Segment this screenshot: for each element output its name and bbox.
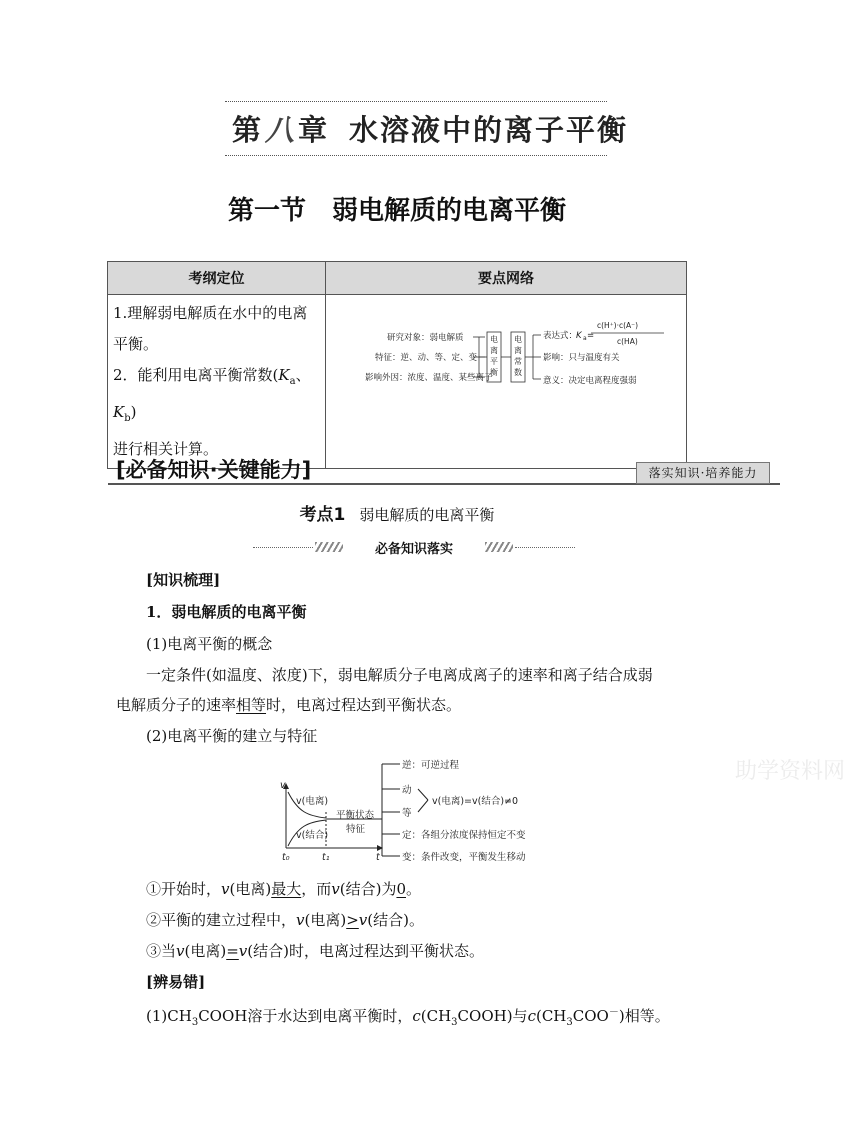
watermark-text: 助学资料网 xyxy=(735,759,845,784)
formula-numerator: c(H⁺)·c(A⁻) xyxy=(597,321,639,330)
feature-3: 等 xyxy=(402,808,412,819)
svg-text:a: a xyxy=(583,335,587,342)
feature-5: 变：条件改变，平衡发生移动 xyxy=(402,852,526,863)
box2-char-1: 电 xyxy=(514,335,522,344)
section-banner-title: [必备知识·关键能力] xyxy=(116,458,312,482)
chapter-prefix: 第 xyxy=(232,113,264,147)
net-left-2: 特征：逆、动、等、定、变 xyxy=(375,353,478,363)
requirements-cell xyxy=(108,295,326,469)
box1-char-4: 衡 xyxy=(490,368,498,377)
box1-char-2: 离 xyxy=(490,346,498,355)
paragraph-1-line-2: 电解质分子的速率相等时，电离过程达到平衡状态。 xyxy=(116,696,462,714)
chapter-title: 水溶液中的离子平衡 xyxy=(349,113,629,147)
center-label-1: 平衡状态 xyxy=(336,810,375,821)
header-syllabus: 考纲定位 xyxy=(108,262,326,295)
divider-title: 必备知识落实 xyxy=(374,542,453,557)
svg-text:=: = xyxy=(587,331,595,341)
net-right-1: 表达式： xyxy=(543,331,578,341)
feature-1: 逆：可逆过程 xyxy=(402,760,460,771)
t1-label: t₁ xyxy=(322,852,330,863)
topic-heading xyxy=(0,500,794,525)
key-points-network xyxy=(327,296,685,422)
paragraph-1-line-1: 一定条件(如温度、浓度)下，弱电解质分子电离成离子的速率和离子结合成弱 xyxy=(146,666,653,684)
topic-label: 考点1 xyxy=(299,505,346,525)
item-3: ③当v(电离)=v(结合)时，电离过程达到平衡状态。 xyxy=(146,942,484,960)
formula-denominator: c(HA) xyxy=(617,337,638,346)
requirement-2-line-2: 进行相关计算。 xyxy=(113,440,219,458)
divider-knowledge xyxy=(253,538,575,558)
section-heading xyxy=(0,190,794,227)
chapter-bottom-rule xyxy=(225,155,607,156)
curve-ionize-label: v(电离) xyxy=(296,796,329,807)
topic-title: 弱电解质的电离平衡 xyxy=(359,506,495,524)
heading-1-2: (2)电离平衡的建立与特征 xyxy=(146,727,318,745)
network-cell xyxy=(326,295,687,469)
requirement-1-line-1: 1.理解弱电解质在水中的电离 xyxy=(113,304,308,322)
header-network: 要点网络 xyxy=(326,262,687,295)
box2-char-4: 数 xyxy=(514,368,522,377)
net-left-3: 影响外因：浓度、温度、某些离子 xyxy=(365,373,493,383)
chapter-heading xyxy=(232,108,628,149)
banner-tag: 落实知识·培养能力 xyxy=(636,462,770,484)
equilibrium-diagram xyxy=(278,752,578,870)
heading-1-1: (1)电离平衡的概念 xyxy=(146,635,273,653)
hatch-right-icon xyxy=(485,542,513,552)
requirement-1-line-2: 平衡。 xyxy=(113,335,159,353)
feature-4: 定：各组分浓度保持恒定不变 xyxy=(402,830,526,841)
t0-label: t₀ xyxy=(282,852,290,863)
svg-text:K: K xyxy=(576,331,582,341)
outline-table xyxy=(107,261,687,469)
section-title: 弱电解质的电离平衡 xyxy=(332,196,567,226)
feature-2: 动 xyxy=(402,785,412,796)
chapter-number: 八 xyxy=(265,113,297,147)
requirement-2-line-1: 2．能利用电离平衡常数($K_a$、$K_b$) xyxy=(113,366,311,424)
axis-v-label: v xyxy=(280,780,286,791)
section-number: 第一节 xyxy=(227,196,306,226)
net-right-2: 影响：只与温度有关 xyxy=(543,353,620,363)
error-item-1: $(1)CH_3COOH$溶于水达到电离平衡时，$c(CH_3COOH)$与$c(CH_3COO^-)$相等。 xyxy=(146,1007,670,1028)
curve-combine-label: v(结合) xyxy=(296,830,329,841)
chapter-top-rule xyxy=(225,101,607,102)
net-left-1: 研究对象：弱电解质 xyxy=(387,333,464,343)
net-right-3: 意义：决定电离程度强弱 xyxy=(543,376,637,386)
item-1: ①开始时，v(电离)最大，而v(结合)为0。 xyxy=(146,880,422,898)
box1-char-1: 电 xyxy=(490,335,498,344)
item-2: ②平衡的建立过程中，v(电离)>v(结合)。 xyxy=(146,911,424,929)
box2-char-3: 常 xyxy=(514,357,522,366)
center-label-2: 特征 xyxy=(346,824,366,835)
equal-condition: v(电离)=v(结合)≠0 xyxy=(432,796,519,807)
axis-t-label: t xyxy=(376,852,380,863)
heading-1: 1．弱电解质的电离平衡 xyxy=(146,603,307,621)
tag-common-errors: [辨易错] xyxy=(146,973,206,991)
tag-knowledge-sort: [知识梳理] xyxy=(146,571,221,589)
box1-char-3: 平 xyxy=(490,357,498,366)
box2-char-2: 离 xyxy=(514,346,522,355)
chapter-suffix: 章 xyxy=(298,113,330,147)
